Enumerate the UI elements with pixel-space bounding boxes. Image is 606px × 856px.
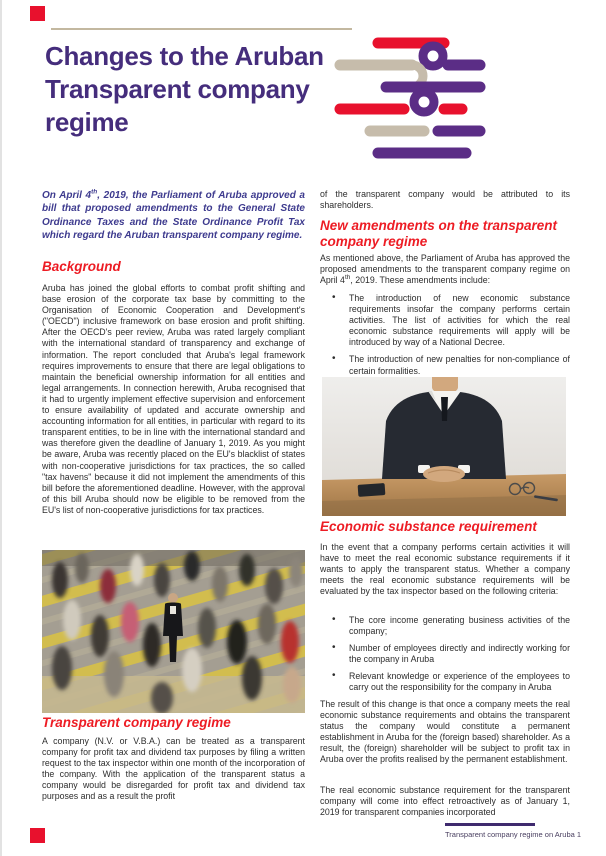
economic-substance-heading: Economic substance requirement [320, 519, 537, 534]
list-item: • Number of employees directly and indirectly working for the company in Aruba [320, 643, 570, 665]
intro-text-end: , 2019, the Parliament of Aruba approved a bill that proposed amendments to the General State Ordinance Taxes and the State Ordinance Profit Tax which regard the Aruban transparent company regime. [42, 190, 305, 242]
intro-text-start: On April 4 [42, 190, 92, 201]
list-item: • The core income generating business activities of the company; [320, 615, 570, 637]
intro-ordinal: th [91, 188, 98, 196]
footer-rule [445, 823, 535, 826]
intro-paragraph [42, 189, 305, 243]
footer-page-label: Transparent company regime on Aruba 1 [445, 830, 582, 839]
economic-substance-intro: In the event that a company performs certain activities it will have to meet the real economic substance requirements if it wants to apply the transparent status. Whether a company meets the real economic substance requirements will be evaluated by the tax inspector based on the following criteria: [320, 542, 570, 597]
amendments-bullet-list [320, 293, 570, 383]
amendments-intro-start: As mentioned above, the Parliament of Aruba has approved the proposed amendments to the transparent company regime on April 4 [320, 253, 570, 286]
list-item: • The introduction of new penalties for non-compliance of certain formalities. [320, 354, 570, 376]
carryover-paragraph: of the transparent company would be attributed to its shareholders. [320, 189, 570, 211]
amendments-ordinal: th [344, 274, 351, 282]
background-paragraph: Aruba has joined the global efforts to combat profit shifting and base erosion of the corporate tax base by committing to the Organisation of Economic Cooperation and Development's ("OECD") inclusive framework on base erosion and profit shifting. After the OECD's peer review, Aruba was rated largely compliant with the international standard of transparency and exchange of information. The report concluded that Aruba's legal framework requires improvements to ensure that there are legal obligations to maintain the beneficial ownership information for all entities and legal arrangements. In connection herewith, Aruba recognised that it had to urgently implement effective supervision and enforcement to ensure availability of updated and accurate ownership and accounting information for all entities, in particular with regard to its transparent entities, to be in line with the international standard and was therefore given the deadline of January 1, 2019. As you might be aware, Aruba was recently placed on the EU's blacklist of states with non-cooperative jurisdictions for tax practices, the so called "tax havens" because it did not implement the amendments of this bill before the aforementioned deadline. However, with the approval of this bill Aruba should now be eligible to be removed from the EU's list of non-cooperative jurisdictions for tax practices. [42, 283, 305, 515]
corner-mark-top [30, 6, 45, 21]
page-title: Changes to the Aruban Transparent company regime [45, 41, 324, 137]
list-item: • The introduction of new economic substance requirements insofar the company performs certain activities. The list of activities for which the real economic substance requirements will apply will be introduced by way of a National Decree. [320, 293, 570, 348]
businessman-photo [322, 377, 566, 516]
interlocking-strands-icon [332, 30, 488, 170]
crosswalk-photo [42, 550, 305, 713]
header-rule [51, 28, 352, 30]
brand-logo [332, 30, 488, 170]
corner-mark-bottom [30, 828, 45, 843]
retroactive-paragraph: The real economic substance requirement for the transparent company will come into effect retroactively as of January 1, 2019 for transparent companies incorporated [320, 785, 570, 818]
economic-substance-bullet-list [320, 615, 570, 700]
amendments-intro-paragraph [320, 253, 570, 286]
transparent-regime-heading: Transparent company regime [42, 715, 231, 730]
result-paragraph: The result of this change is that once a company meets the real economic substance requirements and obtains the transparent status the company would constitute a permanent establishment in Aruba for the (foreign based) shareholder. As a result, the (foreign) shareholder will be subject to profit tax in Aruba over the profits realised by the permanent establishment. [320, 699, 570, 765]
amendments-heading: New amendments on the transparent company regime [320, 218, 558, 249]
background-heading: Background [42, 259, 121, 274]
amendments-intro-end: , 2019. These amendments include: [350, 275, 491, 286]
transparent-regime-paragraph: A company (N.V. or V.B.A.) can be treated as a transparent company for profit tax and dividend tax purposes by filing a written request to the tax inspector within one month of the incorporation of the company. With the application of the transparent status a company would be disregarded for profit tax and dividend tax purposes and as a result the profit [42, 736, 305, 802]
list-item: • Relevant knowledge or experience of the employees to carry out the responsibility for the company in Aruba [320, 671, 570, 693]
